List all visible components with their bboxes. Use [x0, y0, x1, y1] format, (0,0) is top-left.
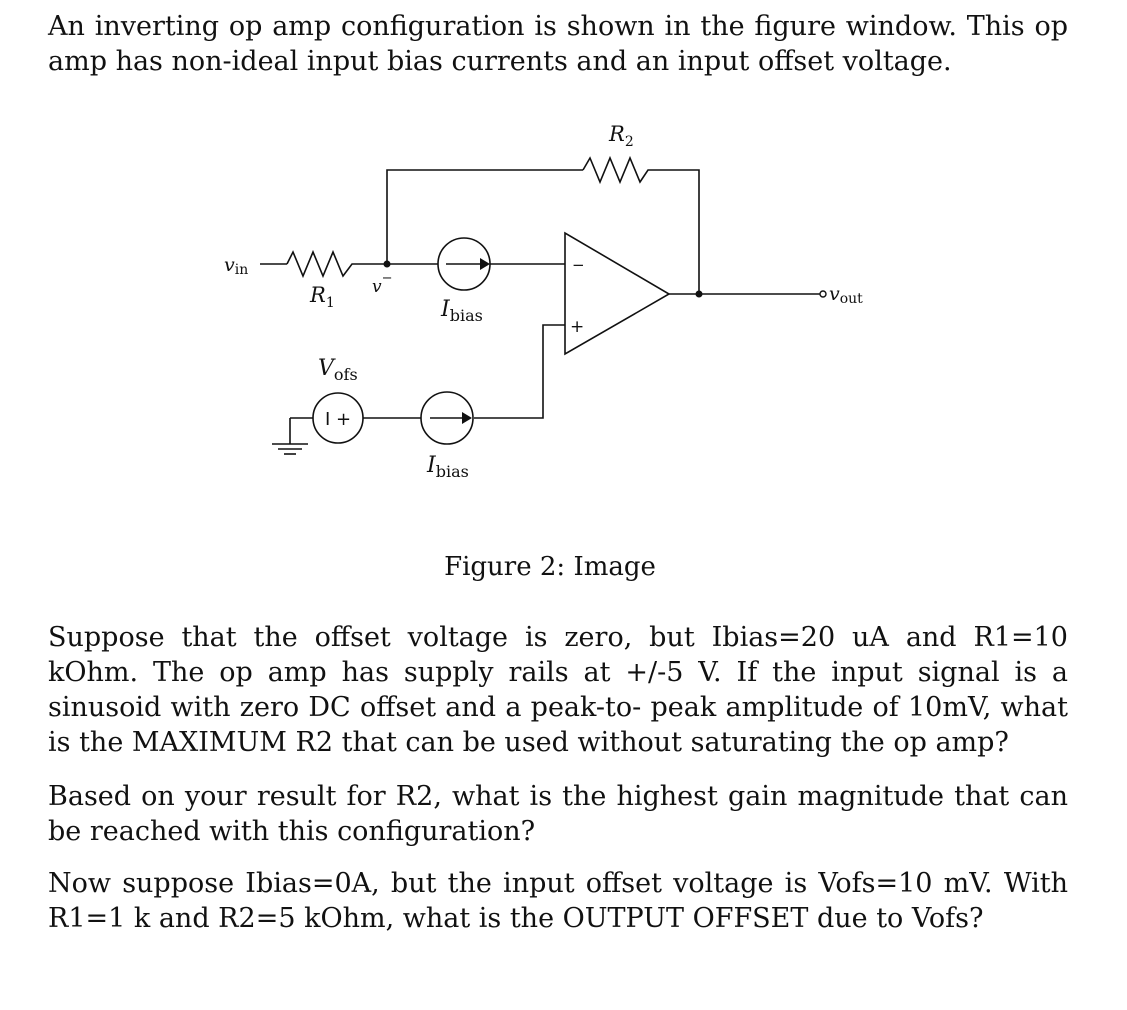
ibias-bottom-label: $I_{bias}$	[427, 453, 469, 481]
vout-label: vout	[829, 283, 863, 307]
intro-paragraph: An inverting op amp configuration is shown in the figure window. This op amp has non-ideal input bias currents and an input offset voltage.	[48, 11, 1068, 77]
figure-caption: Figure 2: Image	[444, 552, 656, 582]
vout-terminal	[820, 291, 826, 297]
r2-resistor	[583, 158, 699, 294]
r1-label: $R_1$	[310, 283, 335, 311]
vofs-label: $V_{ofs}$	[318, 356, 358, 384]
opamp-minus-sign: −	[572, 256, 585, 274]
vin-label: vin	[224, 254, 249, 278]
r2-label: $R_2$	[609, 122, 634, 150]
vofs-polarity-signs: I +	[325, 409, 352, 430]
output-node	[696, 291, 703, 298]
question-1: Suppose that the offset voltage is zero, but Ibias=20 uA and R1=10 kOhm. The op amp has supply rails at +/-5 V. If the input signal is a sinusoid with zero DC offset and a peak-to- peak amplitude of 10mV, what is the MAXIMUM R2 that can be used without saturating the op amp?	[48, 622, 1068, 758]
arrow-icon	[480, 258, 490, 270]
ibias-top-label: $I_{bias}$	[441, 297, 483, 325]
ground-icon	[272, 444, 308, 454]
arrow-icon	[462, 412, 472, 424]
plus-input-wire	[474, 325, 565, 418]
vminus-label: v−	[372, 271, 393, 297]
question-3: Now suppose Ibias=0A, but the input offset voltage is Vofs=10 mV. With R1=1 k and R2=5 kOhm, what is the OUTPUT OFFSET due to Vofs?	[48, 868, 1068, 934]
r1-resistor	[287, 252, 387, 276]
opamp-plus-sign: +	[570, 317, 585, 337]
question-2: Based on your result for R2, what is the highest gain magnitude that can be reached with this configuration?	[48, 781, 1068, 847]
